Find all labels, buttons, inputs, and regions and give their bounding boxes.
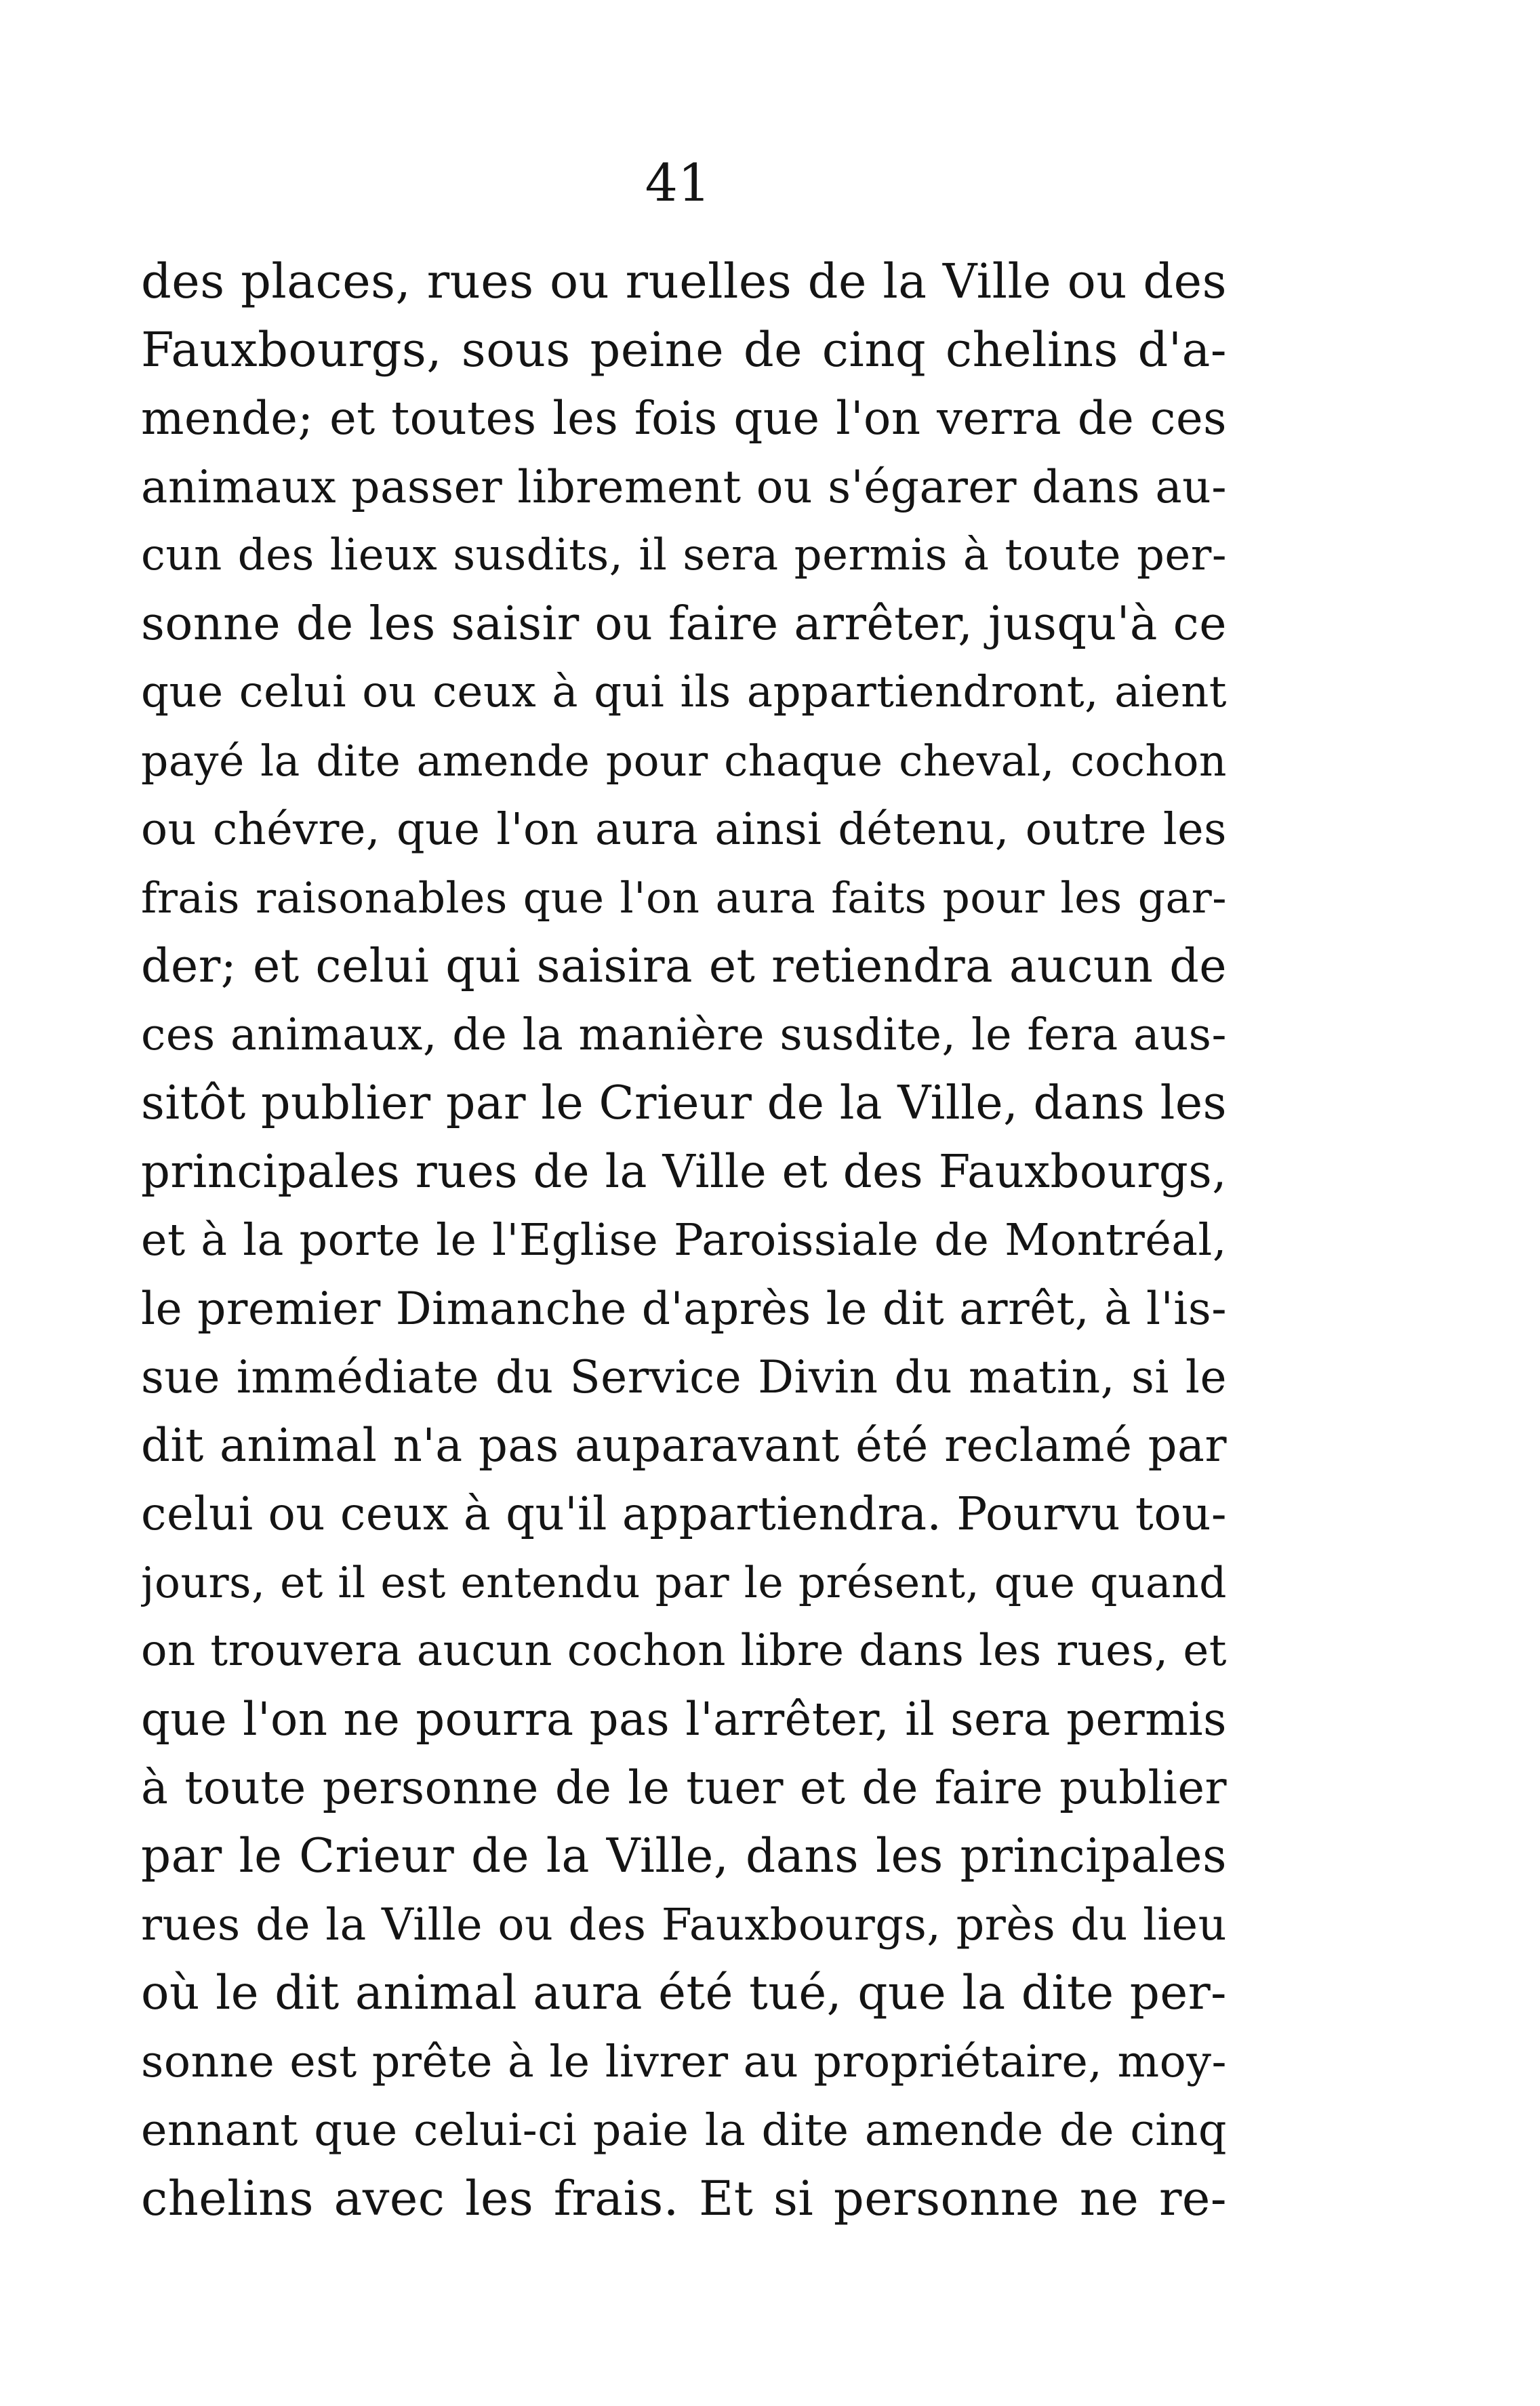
text-line: à toute personne de le tuer et de faire publier xyxy=(141,1761,1227,1814)
text-line: jours, et il est entendu par le présent, que quand xyxy=(141,1558,1227,1607)
text-line: der; et celui qui saisira et retiendra aucun de xyxy=(141,940,1227,993)
text-line: et à la porte le l'Eglise Paroissiale de Montréal, xyxy=(141,1215,1227,1266)
text-line: que celui ou ceux à qui ils appartiendront, aient xyxy=(141,667,1227,717)
text-line: on trouvera aucun cochon libre dans les rues, et xyxy=(141,1626,1227,1676)
text-line: par le Crieur de la Ville, dans les principales xyxy=(141,1829,1227,1883)
text-line: sonne de les saisir ou faire arrêter, jusqu'à ce xyxy=(141,597,1227,651)
text-line: sue immédiate du Service Divin du matin, si le xyxy=(141,1351,1227,1403)
text-line: celui ou ceux à qu'il appartiendra. Pourvu tou- xyxy=(141,1487,1227,1540)
text-line: sitôt publier par le Crieur de la Ville, dans les xyxy=(141,1077,1227,1130)
text-line: chelins avec les frais. Et si personne ne re- xyxy=(141,2171,1227,2226)
text-line: animaux passer librement ou s'égarer dans au- xyxy=(141,461,1227,513)
text-line: où le dit animal aura été tué, que la dite per- xyxy=(141,1966,1227,2020)
text-line: le premier Dimanche d'après le dit arrêt, à l'is- xyxy=(141,1283,1227,1335)
text-line: ou chévre, que l'on aura ainsi détenu, outre les xyxy=(141,804,1227,855)
text-line: principales rues de la Ville et des Fauxbourgs, xyxy=(141,1145,1227,1198)
text-line: dit animal n'a pas auparavant été reclamé par xyxy=(141,1419,1227,1472)
text-line: ennant que celui-ci paie la dite amende de cinq xyxy=(141,2105,1227,2156)
text-line: ces animaux, de la manière susdite, le fera aus- xyxy=(141,1009,1227,1060)
text-line: cun des lieux susdits, il sera permis à toute per- xyxy=(141,530,1227,580)
text-line: sonne est prête à le livrer au propriétaire, moy- xyxy=(141,2037,1227,2087)
text-line: Fauxbourgs, sous peine de cinq chelins d'a- xyxy=(141,322,1227,378)
body-text xyxy=(141,247,1227,2233)
text-line: frais raisonables que l'on aura faits pour les gar- xyxy=(141,873,1227,923)
text-line: rues de la Ville ou des Fauxbourgs, près du lieu xyxy=(141,1900,1227,1950)
text-line: que l'on ne pourra pas l'arrêter, il sera permis xyxy=(141,1693,1227,1746)
text-line: des places, rues ou ruelles de la Ville ou des xyxy=(141,254,1227,309)
page-number: 41 xyxy=(645,153,711,213)
text-line: mende; et toutes les fois que l'on verra de ces xyxy=(141,392,1227,445)
text-line: payé la dite amende pour chaque cheval, cochon xyxy=(141,736,1227,786)
